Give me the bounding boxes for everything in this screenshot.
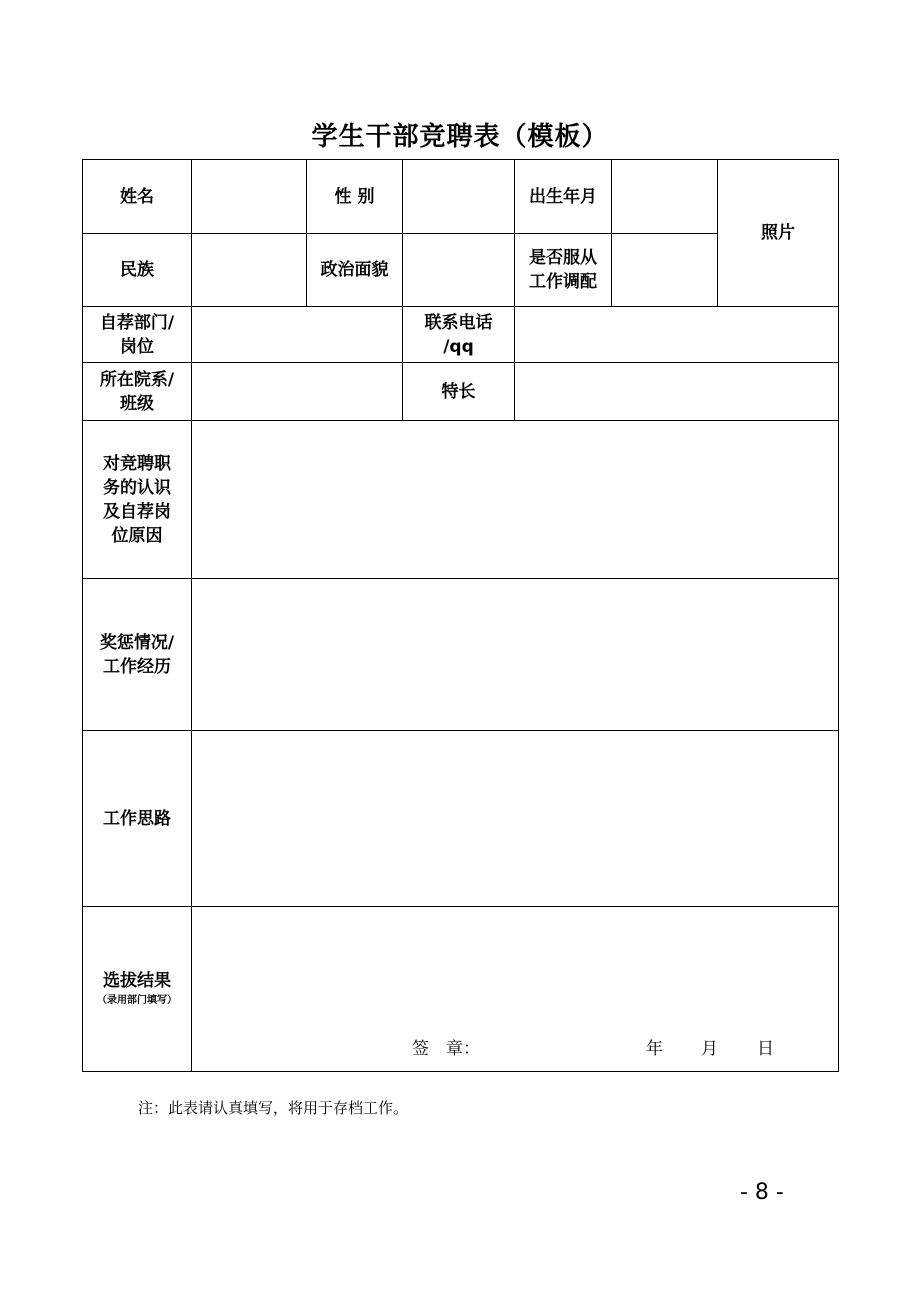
gender-field[interactable] (403, 160, 515, 234)
obey-field[interactable] (612, 234, 718, 307)
page-number: - 8 - (740, 1180, 784, 1205)
political-label: 政治面貌 (307, 234, 403, 307)
dept-label-line1: 自荐部门/ (99, 312, 175, 333)
dept-label (83, 307, 192, 363)
result-field[interactable] (192, 907, 839, 1072)
sign-label: 签 章： (412, 1039, 480, 1059)
ethnicity-field[interactable] (192, 234, 307, 307)
result-label (83, 907, 192, 1072)
birth-field[interactable] (612, 160, 718, 234)
college-label-line2: 班级 (120, 393, 154, 414)
awards-field[interactable] (192, 579, 839, 731)
form-title: 学生干部竞聘表（模板） (311, 122, 609, 152)
application-form-table (82, 159, 839, 1072)
footnote: 注：此表请认真填写，将用于存档工作。 (138, 1099, 409, 1117)
phone-label-line2: /qq (443, 336, 474, 357)
obey-label-line2: 工作调配 (529, 272, 597, 292)
understanding-label-line1: 对竞聘职 (103, 453, 171, 474)
phone-field[interactable] (515, 307, 839, 363)
specialty-label: 特长 (403, 363, 515, 421)
obey-label-line1: 是否服从 (529, 248, 597, 268)
understanding-label-line3: 及自荐岗 (103, 501, 171, 522)
gender-label: 性 别 (307, 160, 403, 234)
ethnicity-label: 民族 (83, 234, 192, 307)
understanding-field[interactable] (192, 421, 839, 579)
dept-label-line2: 岗位 (120, 336, 154, 357)
specialty-field[interactable] (515, 363, 839, 421)
photo-label: 照片 (761, 223, 795, 243)
awards-label-line2: 工作经历 (103, 656, 171, 677)
day-label: 日 (757, 1039, 774, 1059)
phone-label-line1: 联系电话 (424, 312, 493, 333)
obey-label (515, 234, 612, 307)
awards-label-line1: 奖惩情况/ (99, 632, 175, 653)
signature-line (192, 1037, 838, 1061)
college-label (83, 363, 192, 421)
name-label: 姓名 (83, 160, 192, 234)
photo-box[interactable] (718, 160, 839, 307)
year-label: 年 (646, 1039, 663, 1059)
understanding-label-line2: 务的认识 (103, 477, 171, 498)
month-label: 月 (701, 1039, 718, 1059)
understanding-label-line4: 位原因 (111, 525, 163, 546)
result-label-note: （录用部门填写） (97, 995, 177, 1006)
college-label-line1: 所在院系/ (99, 369, 175, 390)
birth-label: 出生年月 (515, 160, 612, 234)
political-field[interactable] (403, 234, 515, 307)
ideas-label: 工作思路 (83, 731, 192, 907)
dept-field[interactable] (192, 307, 403, 363)
result-label-main: 选拔结果 (103, 971, 171, 991)
ideas-field[interactable] (192, 731, 839, 907)
college-field[interactable] (192, 363, 403, 421)
awards-label (83, 579, 192, 731)
name-field[interactable] (192, 160, 307, 234)
understanding-label (83, 421, 192, 579)
phone-label (403, 307, 515, 363)
